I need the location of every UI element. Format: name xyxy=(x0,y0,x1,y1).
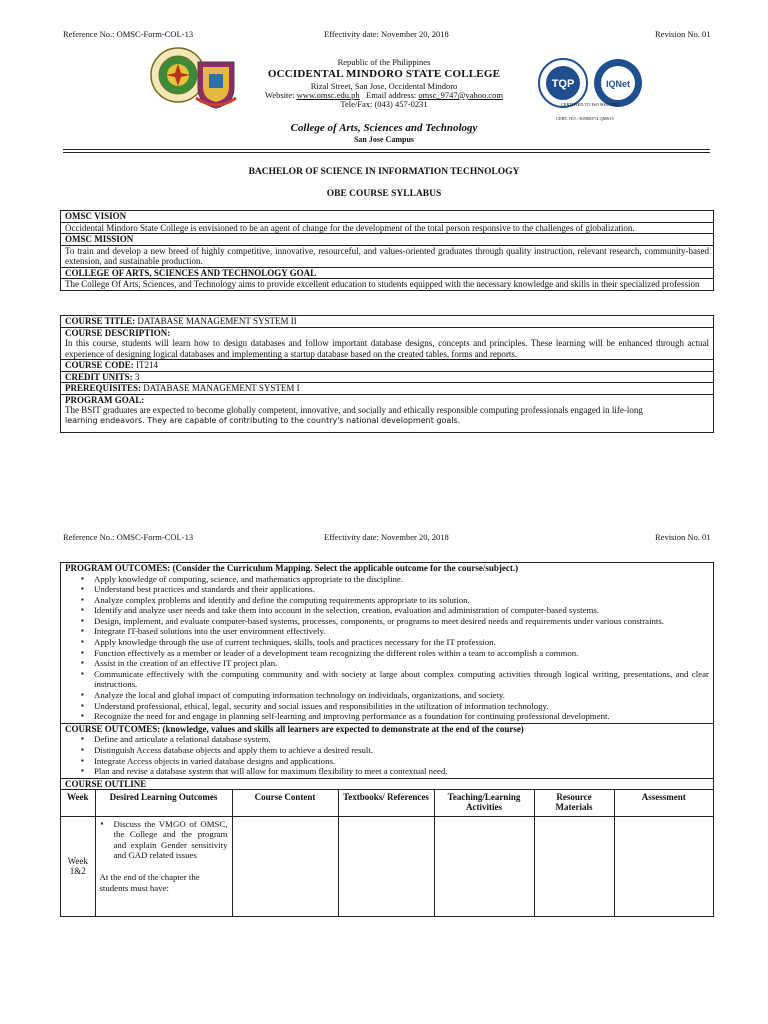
website-link[interactable]: www.omsc.edu.ph xyxy=(296,90,360,100)
tqp-cert-icon xyxy=(538,58,588,108)
program-outcome-item: ▪ Integrate IT-based solutions into the user environment effectively. xyxy=(94,626,709,637)
svg-text:TQP: TQP xyxy=(551,78,575,90)
header-rule-bottom xyxy=(63,152,710,153)
course-info-box xyxy=(60,315,714,433)
dlo-cell xyxy=(95,816,232,916)
telefax-line: Tele/Fax: (043) 457-0231 xyxy=(340,99,428,109)
page2-revision: Revision No. 01 xyxy=(655,532,711,542)
dlo-after-text: At the end of the chapter the students must have: xyxy=(99,872,200,893)
page1-effectivity: Effectivity date: November 20, 2018 xyxy=(324,29,449,39)
course-outcomes-title: COURSE OUTCOMES: (knowledge, values and skills all learners are expected to demonstrate at the end of the course) xyxy=(65,723,524,734)
week-header: Week xyxy=(61,790,95,816)
cert-number: CERT. NO.: 5050007/4 QMS15 xyxy=(556,116,614,121)
cas-heading: College of Arts, Sciences and Technology xyxy=(290,122,478,134)
page2-reference: Reference No.: OMSC-Form-COL-13 xyxy=(63,532,194,542)
program-outcomes-list xyxy=(61,574,713,722)
credit-units: 3 xyxy=(134,371,140,382)
course-code: IT214 xyxy=(136,360,159,370)
course-outcome-item: ▪ Plan and revise a database system that will allow for maximum flexibility to meet a contextual need. xyxy=(94,766,709,777)
credit-units-row: CREDIT UNITS: 3 xyxy=(61,372,713,384)
activities-cell xyxy=(434,816,534,916)
college-name: OCCIDENTAL MINDORO STATE COLLEGE xyxy=(267,68,501,80)
course-outcomes-section xyxy=(61,724,713,779)
contact-line: Website: www.omsc.edu.ph Email address: omsc_9747@yahoo.com xyxy=(265,90,503,100)
svg-text:IQNet: IQNet xyxy=(605,79,631,89)
program-title: BACHELOR OF SCIENCE IN INFORMATION TECHNOLOGY xyxy=(248,167,520,177)
program-goal-row xyxy=(61,395,713,433)
page1-reference: Reference No.: OMSC-Form-COL-13 xyxy=(63,29,194,39)
course-title-row: COURSE TITLE: DATABASE MANAGEMENT SYSTEM II xyxy=(61,316,713,328)
outline-header-row xyxy=(61,790,713,816)
dlo-header: Desired Learning Outcomes xyxy=(95,790,232,816)
course-outline-title: COURSE OUTLINE xyxy=(61,779,713,791)
program-outcome-item: ▪ Communicate effectively with the computing community and with society at large about complex computing activities through logical writing, presentations, and clear instructions. xyxy=(94,669,709,690)
program-outcome-item: ▪ Design, implement, and evaluate computer-based systems, processes, components, or programs to meet desired needs and requirements under various constraints. xyxy=(94,616,709,627)
program-goal-text-a: The BSIT graduates are expected to become globally competent, innovative, and socially and ethically responsible computing professionals engaged in life-long xyxy=(65,405,643,415)
course-outcome-item: ▪ Distinguish Access database objects and apply them to achieve a desired result. xyxy=(94,745,709,756)
course-title: DATABASE MANAGEMENT SYSTEM II xyxy=(137,316,297,326)
program-outcome-item: ▪ Recognize the need for and engage in planning self-learning and improving performance as a foundation for continuing professional development. xyxy=(94,711,709,722)
vision-title: OMSC VISION xyxy=(61,211,713,223)
course-desc-text: In this course, students will learn how to design databases and follow important database designs, concepts and principles. These learning will be enhanced through actual experience of designing logical databases and implementing a startup database based on the created tables, forms and reports. xyxy=(65,338,709,359)
program-outcome-item: ▪ Analyze complex problems and identify and define the computing requirements appropriate to its solution. xyxy=(94,595,709,606)
program-outcomes-section xyxy=(61,563,713,724)
program-outcome-item: ▪ Analyze the local and global impact of computing information technology on individuals, organizations, and society. xyxy=(94,690,709,701)
page1-revision: Revision No. 01 xyxy=(655,29,711,39)
college-address: Rizal Street, San Jose, Occidental Mindoro xyxy=(310,81,458,91)
week-cell: Week 1&2 xyxy=(61,816,95,916)
course-content-header: Course Content xyxy=(232,790,338,816)
course-outcome-item: ▪ Define and articulate a relational database system. xyxy=(94,734,709,745)
cas-goal-title: COLLEGE OF ARTS, SCIENCES AND TECHNOLOGY GOAL xyxy=(61,268,713,280)
vision-text: Occidental Mindoro State College is envisioned to be an agent of change for the development of the total person responsive to the challenges of globalization. xyxy=(61,223,713,235)
program-outcome-item: ▪ Understand best practices and standards and their applications. xyxy=(94,584,709,595)
vmgo-box xyxy=(60,210,714,291)
prerequisites: DATABASE MANAGEMENT SYSTEM I xyxy=(143,383,300,393)
prereq-row: PREREQUISITES: DATABASE MANAGEMENT SYSTEM I xyxy=(61,383,713,395)
assessment-cell xyxy=(614,816,713,916)
program-outcomes-title: PROGRAM OUTCOMES: (Consider the Curriculum Mapping. Select the applicable outcome for the course/subject.) xyxy=(65,563,519,573)
program-outcome-item: ▪ Identify and analyze user needs and take them into account in the selection, creation, evaluation and administration of computer-based systems. xyxy=(94,605,709,616)
assessment-header: Assessment xyxy=(614,790,713,816)
program-goal-text-b: learning endeavors. They are capable of contributing to the country's national development goals. xyxy=(65,415,461,425)
course-desc-row xyxy=(61,328,713,361)
outline-row-week1 xyxy=(61,816,713,916)
header-rule-top xyxy=(63,149,710,150)
dlo-bullet: ▪ Discuss the VMGO of OMSC, the College and the program and explain Gender sensitivity and GAD related issues xyxy=(114,819,228,861)
iqnet-cert-icon xyxy=(593,58,643,108)
cas-goal-text: The College Of Arts, Sciences, and Technology aims to provide excellent education to students equipped with the necessary knowledge and skills in their specialized profession xyxy=(65,279,700,289)
resources-cell xyxy=(534,816,614,916)
textbooks-header: Textbooks/ References xyxy=(338,790,434,816)
program-outcome-item: ▪ Apply knowledge through the use of current techniques, skills, tools and practices necessary for the IT profession. xyxy=(94,637,709,648)
email-link[interactable]: omsc_9747@yahoo.com xyxy=(418,90,503,100)
page2-effectivity: Effectivity date: November 20, 2018 xyxy=(324,532,449,542)
activities-header: Teaching/Learning Activities xyxy=(434,790,534,816)
textbooks-cell xyxy=(338,816,434,916)
campus-line: San Jose Campus xyxy=(353,135,414,144)
resources-header: Resource Materials xyxy=(534,790,614,816)
course-outcomes-list xyxy=(61,734,713,776)
program-outcome-item: ▪ Assist in the creation of an effective IT project plan. xyxy=(94,658,709,669)
course-desc-label: COURSE DESCRIPTION: xyxy=(65,327,171,338)
mission-title: OMSC MISSION xyxy=(61,234,713,246)
syllabus-title: OBE COURSE SYLLABUS xyxy=(326,189,442,199)
program-outcome-item: ▪ Understand professional, ethical, legal, security and social issues and responsibilities in the utilization of information technology. xyxy=(94,701,709,712)
cert-caption: CERTIFIED TO ISO 9001:2015 xyxy=(560,102,620,107)
course-outcome-item: ▪ Integrate Access objects in varied database designs and applications. xyxy=(94,756,709,767)
course-code-row: COURSE CODE: IT214 xyxy=(61,360,713,372)
mission-text: To train and develop a new breed of highly competitive, innovative, resourceful, and values-oriented graduates through quality instruction, relevant research, community-based extension, and sustainable production. xyxy=(61,246,713,268)
outcomes-box xyxy=(60,562,714,917)
course-content-cell xyxy=(232,816,338,916)
program-outcome-item: ▪ Apply knowledge of computing, science, and mathematics appropriate to the discipline. xyxy=(94,574,709,585)
program-outcome-item: ▪ Function effectively as a member or leader of a development team recognizing the different roles within a team to accomplish a common. xyxy=(94,648,709,659)
program-goal-label: PROGRAM GOAL: xyxy=(65,394,145,405)
republic-line: Republic of the Philippines xyxy=(337,57,431,67)
course-outline-table xyxy=(61,790,713,916)
